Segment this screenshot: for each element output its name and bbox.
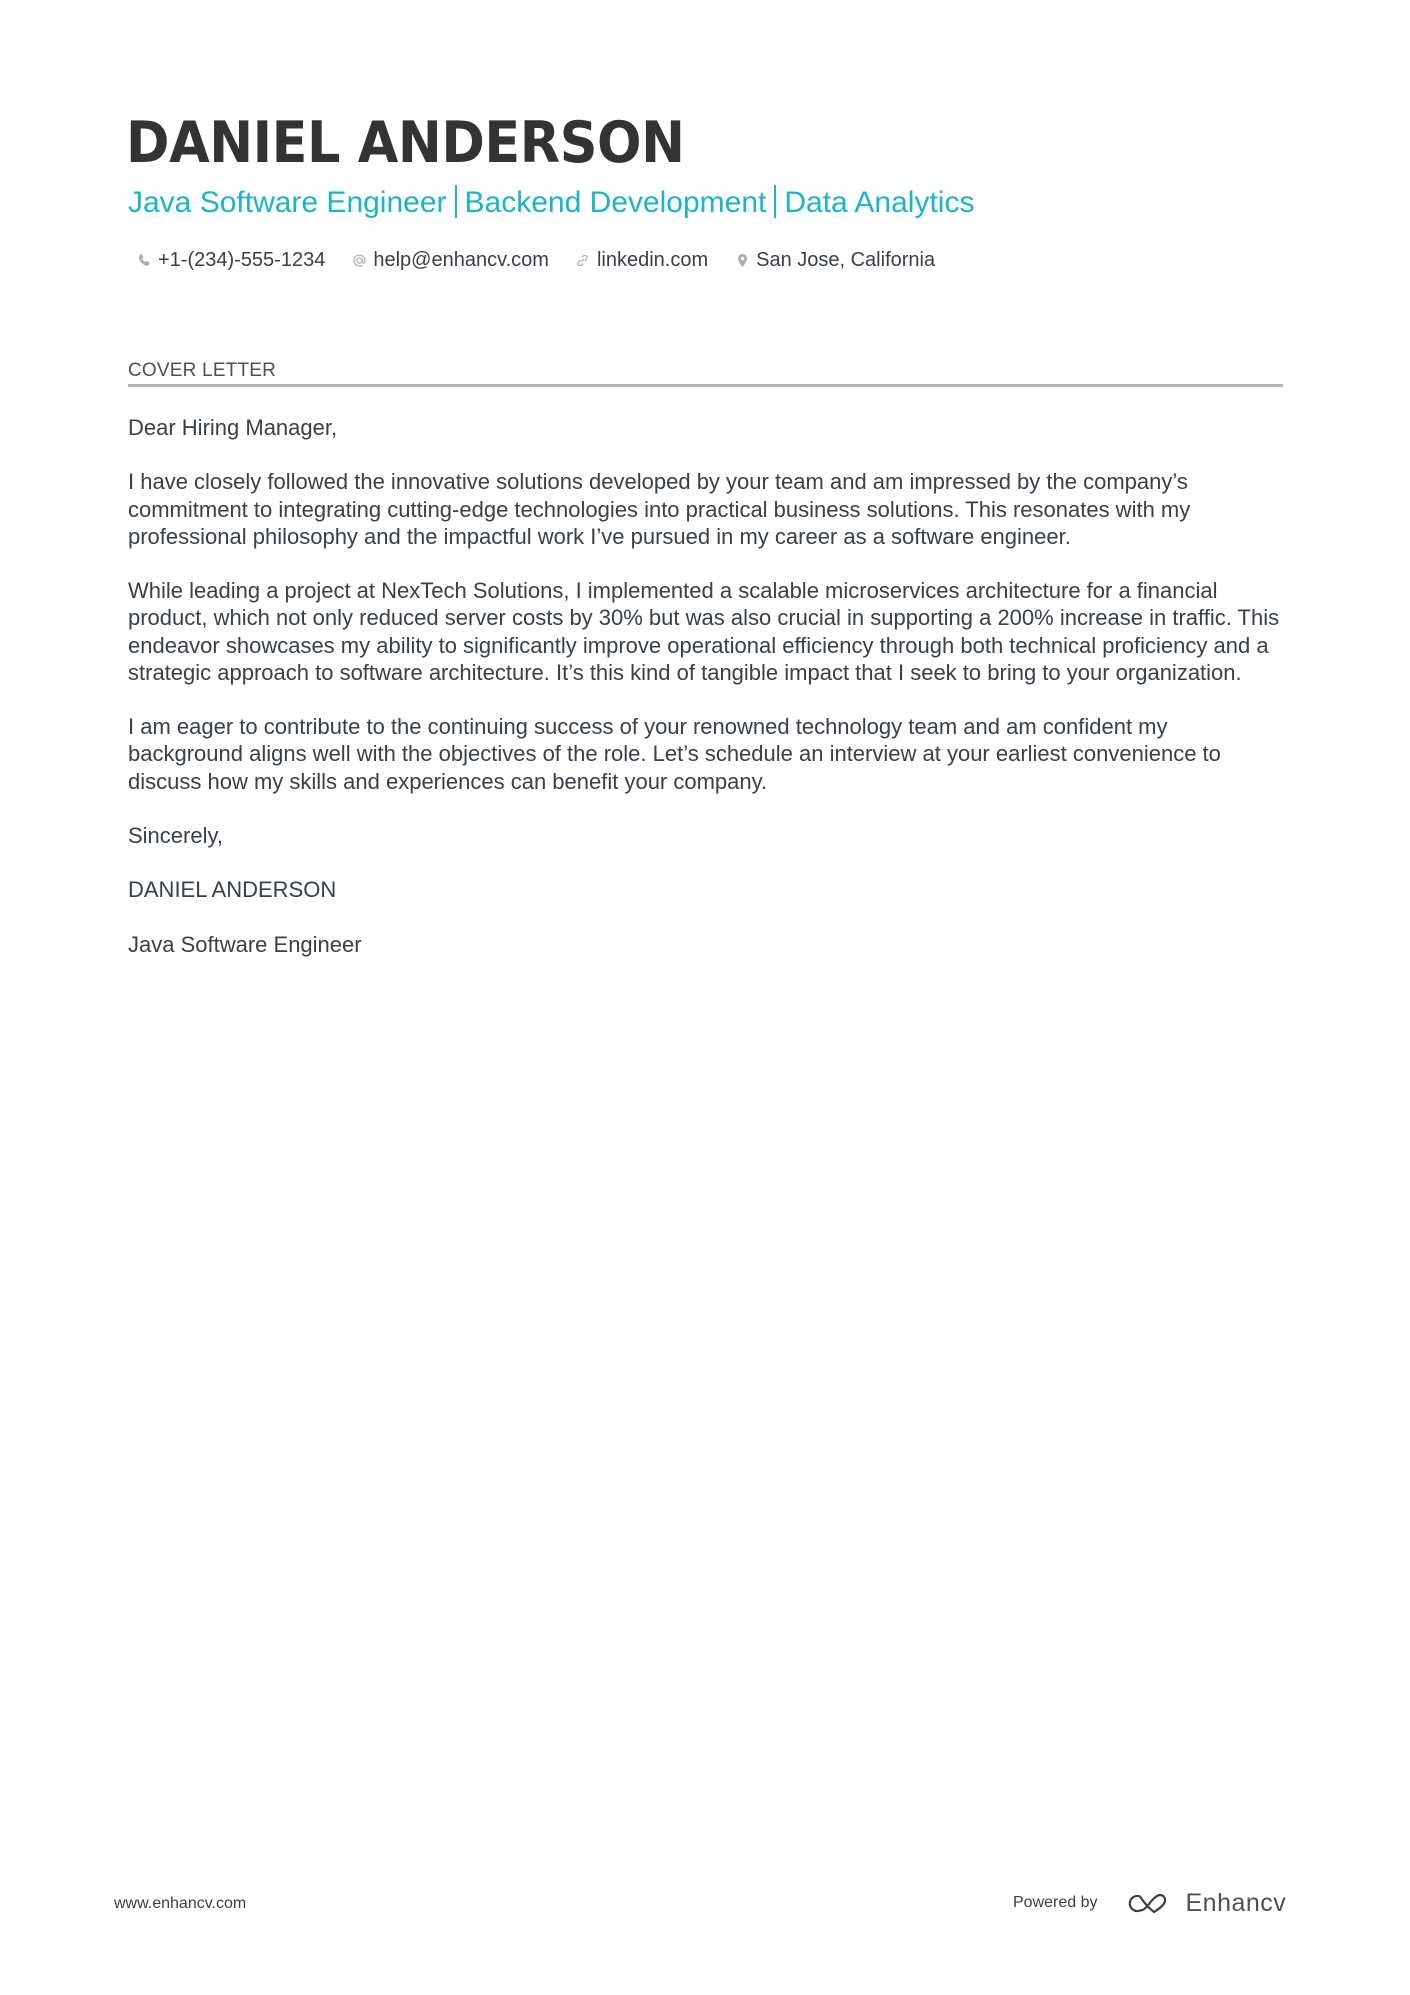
letter-body	[128, 414, 1288, 985]
headline-separator	[455, 185, 457, 218]
contact-location-text: San Jose, California	[756, 248, 936, 271]
signature-name: DANIEL ANDERSON	[128, 877, 337, 903]
contact-linkedin-text: linkedin.com	[596, 248, 709, 271]
enhancv-logo-icon	[1126, 1890, 1172, 1916]
link-icon	[575, 251, 591, 269]
letter-paragraph: I have closely followed the innovative solutions developed by your team and am impressed by the company’s commitment to integrating cutting-edge technologies into practical business solutions. This resonates with my professional philosophy and the impactful work I’ve pursued in my career as a software engineer.	[128, 469, 1191, 549]
letter-paragraph: I am eager to contribute to the continuing success of your renowned technology team and am confident my background aligns well with the objectives of the role. Let’s schedule an interview at your earliest convenience to discuss how my skills and experiences can benefit your company.	[128, 714, 1221, 794]
applicant-headline	[128, 185, 974, 221]
contact-email-text: help@enhancv.com	[373, 248, 549, 271]
letter-closing: Sincerely,	[128, 822, 223, 848]
contact-info-row	[136, 247, 961, 273]
enhancv-wordmark: Enhancv	[1185, 1888, 1287, 1917]
section-title-cover-letter: COVER LETTER	[128, 360, 277, 381]
at-icon	[351, 251, 367, 269]
footer-website-link[interactable]: www.enhancv.com	[114, 1895, 247, 1912]
contact-linkedin[interactable]	[575, 249, 708, 272]
applicant-name: DANIEL ANDERSON	[126, 110, 685, 176]
powered-by-label: Powered by	[1013, 1894, 1098, 1911]
contact-email[interactable]	[351, 249, 549, 272]
footer-branding[interactable]	[1013, 1886, 1286, 1920]
contact-phone	[136, 249, 325, 272]
location-pin-icon	[734, 251, 750, 269]
headline-part-3: Data Analytics	[784, 186, 975, 219]
headline-part-1: Java Software Engineer	[128, 186, 447, 219]
signature-title: Java Software Engineer	[128, 931, 362, 957]
phone-icon	[136, 251, 152, 269]
letter-paragraph: While leading a project at NexTech Solutions, I implemented a scalable microservices architecture for a financial product, which not only reduced server costs by 30% but was also crucial in supporting a 200% increase in traffic. This endeavor showcases my ability to significantly improve operational efficiency through both technical proficiency and a strategic approach to software architecture. It’s this kind of tangible impact that I seek to bring to your organization.	[128, 578, 1280, 685]
section-divider	[128, 384, 1283, 387]
headline-separator	[774, 185, 776, 218]
letter-salutation: Dear Hiring Manager,	[128, 415, 338, 440]
contact-phone-text: +1-(234)-555-1234	[158, 248, 326, 271]
headline-part-2: Backend Development	[464, 186, 767, 219]
contact-location	[734, 249, 935, 272]
